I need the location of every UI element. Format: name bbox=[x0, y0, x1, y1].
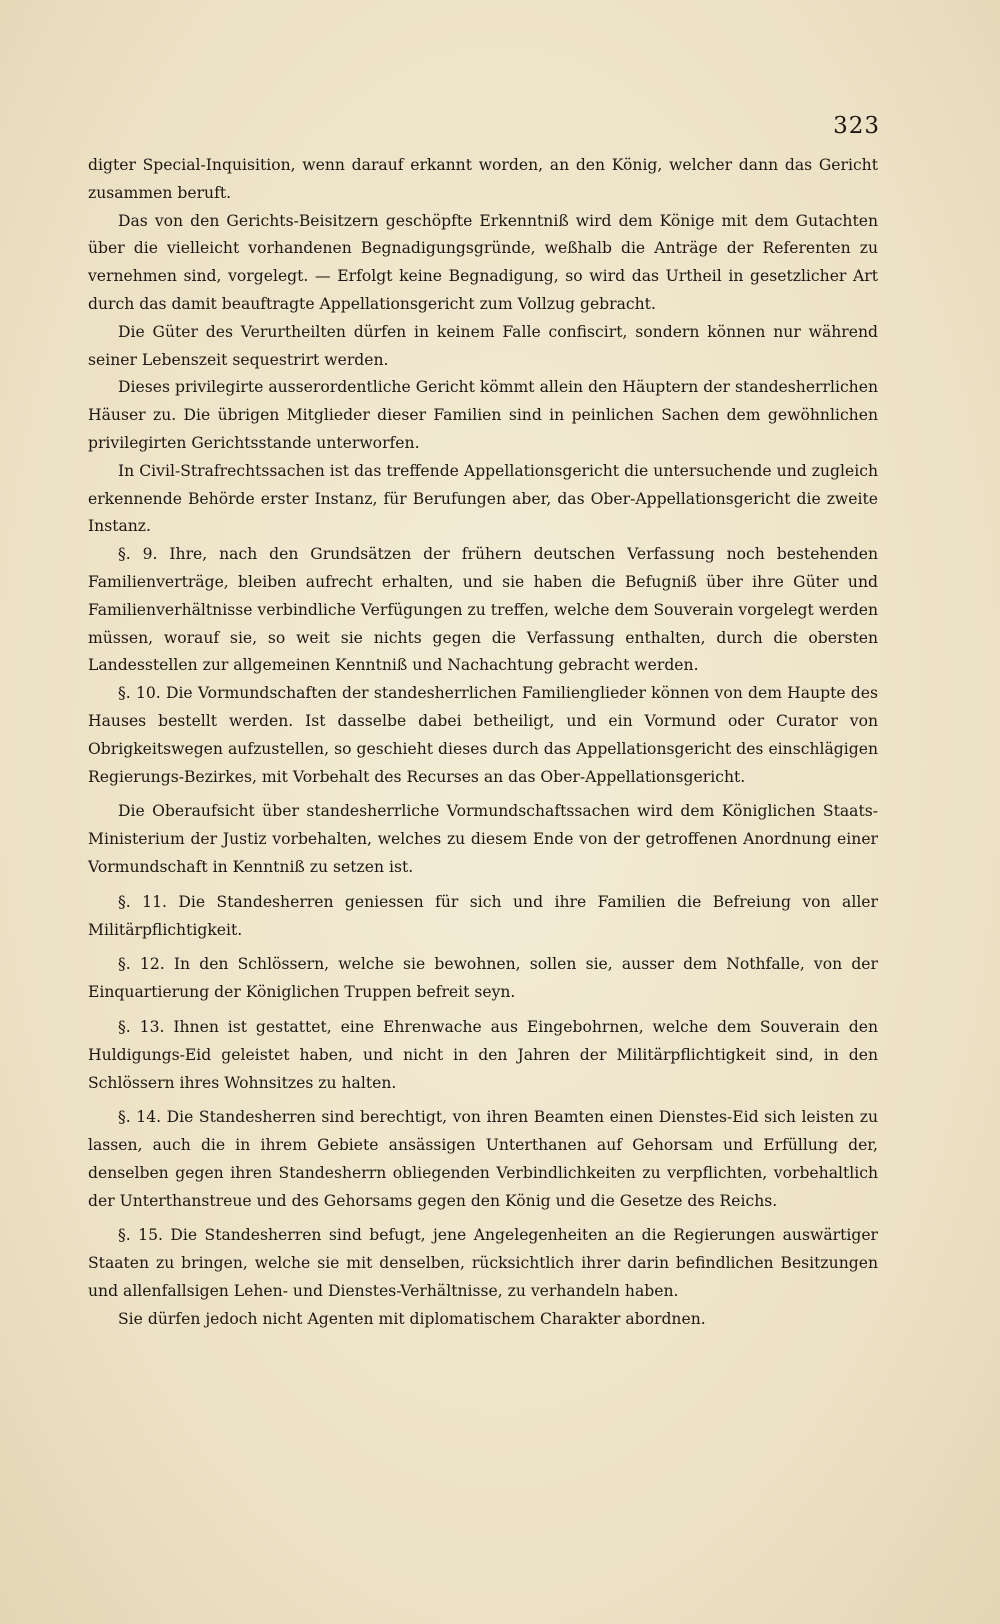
paragraph: Die Güter des Verurtheilten dürfen in keinem Falle confiscirt, sondern können nur während seiner Lebenszeit sequestrirt werden. bbox=[88, 322, 878, 369]
section-9: §. 9. Ihre, nach den Grundsätzen der frühern deutschen Verfassung noch bestehenden Familienverträge, bleiben aufrecht erhalten, und sie haben die Befugniß über ihre Güter und Familienverhältnisse verbindliche Verfügungen zu treffen, welche dem Souverain vorgelegt werden müssen, worauf sie, so weit sie nichts gegen die Verfassung enthalten, durch die obersten Landesstellen zur allgemeinen Kenntniß und Nachachtung gebracht werden. bbox=[88, 545, 878, 675]
paragraph: Das von den Gerichts-Beisitzern geschöpfte Erkenntniß wird dem Könige mit dem Gutachten über die vielleicht vorhandenen Begnadigungsgründe, weßhalb die Anträge der Referenten zu vernehmen sind, vorgelegt. — Erfolgt keine Begnadigung, so wird das Urtheil in gesetzlicher Art durch das damit beauftragte Appellationsgericht zum Vollzug gebracht. bbox=[88, 211, 878, 313]
body-text bbox=[88, 152, 878, 1334]
paragraph: In Civil-Strafrechtssachen ist das treffende Appellationsgericht die untersuchende und zugleich erkennende Behörde erster Instanz, für Berufungen aber, das Ober-Appellationsgericht die zweite Instanz. bbox=[88, 461, 878, 536]
paragraph: digter Special-Inquisition, wenn darauf erkannt worden, an den König, welcher dann das Gericht zusammen beruft. bbox=[88, 156, 878, 202]
page-number: 323 bbox=[833, 113, 880, 139]
section-14: §. 14. Die Standesherren sind berechtigt, von ihren Beamten einen Dienstes-Eid sich leisten zu lassen, auch die in ihrem Gebiete ansässigen Unterthanen auf Gehorsam und Erfüllung der, denselben gegen ihren Standesherrn obliegenden Verbindlichkeiten zu verpflichten, vorbehaltlich der Unterthanstreue und des Gehorsams gegen den König und die Gesetze des Reichs. bbox=[88, 1108, 878, 1210]
section-10: §. 10. Die Vormundschaften der standesherrlichen Familienglieder können von dem Haupte des Hauses bestellt werden. Ist dasselbe dabei betheiligt, und ein Vormund oder Curator von Obrigkeitswegen aufzustellen, so geschieht dieses durch das Appellationsgericht des einschlägigen Regierungs-Bezirkes, mit Vorbehalt des Recurses an das Ober-Appellationsgericht. bbox=[88, 684, 878, 786]
section-13: §. 13. Ihnen ist gestattet, eine Ehrenwache aus Eingebohrnen, welche dem Souverain den Huldigungs-Eid geleistet haben, und nicht in den Jahren der Militärpflichtigkeit sind, in den Schlössern ihres Wohnsitzes zu halten. bbox=[88, 1017, 878, 1092]
paragraph: Dieses privilegirte ausserordentliche Gericht kömmt allein den Häuptern der standesherrlichen Häuser zu. Die übrigen Mitglieder dieser Familien sind in peinlichen Sachen dem gewöhnlichen privilegirten Gerichtsstande unterworfen. bbox=[88, 378, 878, 452]
section-11: §. 11. Die Standesherren geniessen für sich und ihre Familien die Befreiung von aller Militärpflichtigkeit. bbox=[88, 892, 878, 939]
paragraph: Die Oberaufsicht über standesherrliche Vormundschaftssachen wird dem Königlichen Staats-Ministerium der Justiz vorbehalten, welches zu diesem Ende von der getroffenen Anordnung einer Vormundschaft in Kenntniß zu setzen ist. bbox=[88, 802, 878, 876]
section-15: §. 15. Die Standesherren sind befugt, jene Angelegenheiten an die Regierungen auswärtiger Staaten zu bringen, welche sie mit denselben, rücksichtlich ihrer darin befindlichen Besitzungen und allenfallsigen Lehen- und Dienstes-Verhältnisse, zu verhandeln haben. bbox=[88, 1226, 878, 1301]
section-12: §. 12. In den Schlössern, welche sie bewohnen, sollen sie, ausser dem Nothfalle, von der Einquartierung der Königlichen Truppen befreit seyn. bbox=[88, 955, 878, 1002]
paragraph: Sie dürfen jedoch nicht Agenten mit diplomatischem Charakter abordnen. bbox=[118, 1309, 706, 1328]
